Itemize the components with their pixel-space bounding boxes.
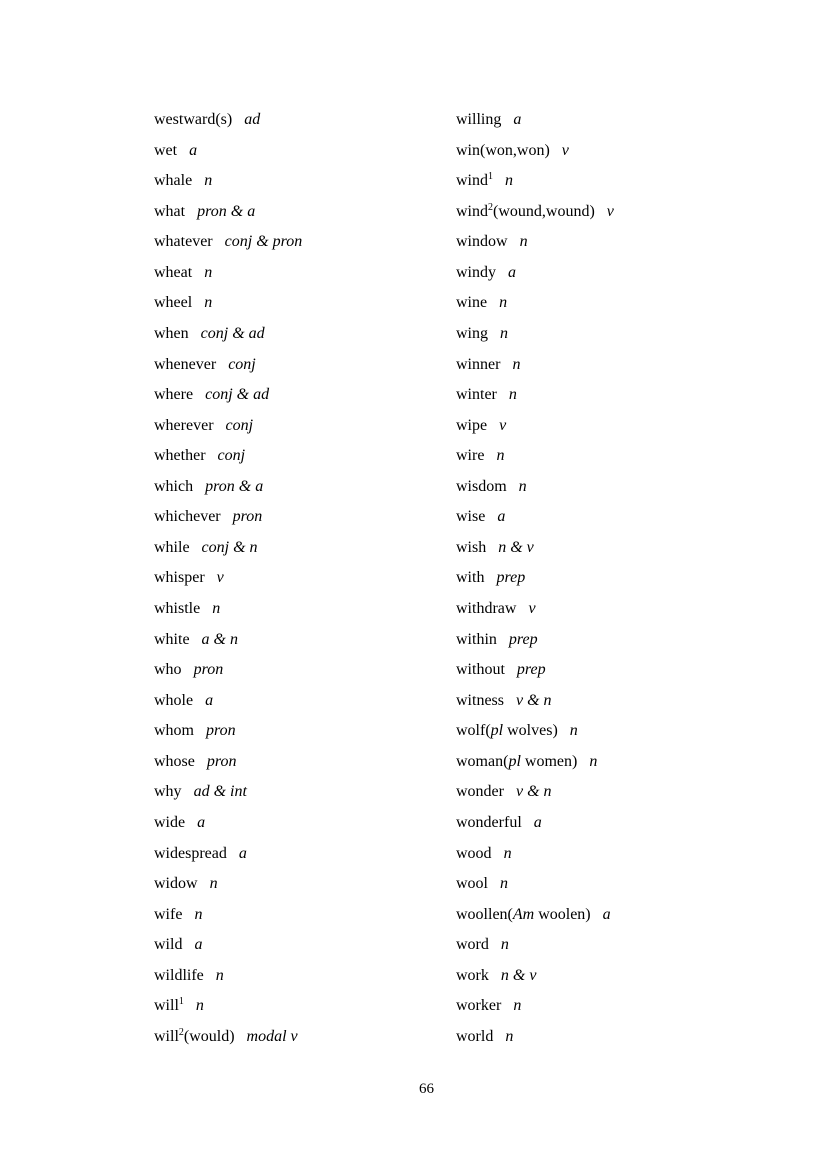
word-entry bbox=[154, 716, 454, 747]
word-entry bbox=[456, 808, 786, 839]
word-text: wet bbox=[154, 141, 178, 159]
word-entry bbox=[456, 930, 786, 961]
entry-part-of-speech: prep bbox=[508, 630, 538, 648]
entry-word bbox=[456, 478, 507, 495]
word-entry bbox=[154, 808, 454, 839]
word-text: wool bbox=[456, 875, 488, 893]
entry-part-of-speech: n bbox=[204, 294, 213, 312]
word-entry bbox=[456, 380, 786, 411]
word-entry bbox=[456, 227, 786, 258]
entry-word bbox=[154, 539, 190, 556]
word-text: world bbox=[456, 1027, 494, 1045]
word-text: window bbox=[456, 233, 508, 251]
word-text: wild bbox=[154, 936, 183, 954]
word-list-column-right bbox=[456, 105, 786, 1052]
entry-word bbox=[154, 264, 192, 281]
entry-word bbox=[456, 356, 500, 373]
entry-word bbox=[456, 875, 488, 892]
word-entry bbox=[456, 197, 786, 228]
word-entry bbox=[154, 930, 454, 961]
entry-part-of-speech: n & v bbox=[500, 966, 537, 984]
entry-part-of-speech: n bbox=[505, 1027, 514, 1045]
word-entry bbox=[456, 533, 786, 564]
word-text: wing bbox=[456, 324, 488, 342]
entry-part-of-speech: n bbox=[500, 324, 508, 342]
entry-word bbox=[456, 1028, 493, 1045]
entry-part-of-speech: pron bbox=[206, 722, 236, 740]
superscript: 2 bbox=[488, 201, 493, 213]
entry-part-of-speech: pron bbox=[232, 508, 263, 526]
word-text: wood bbox=[456, 844, 492, 862]
entry-word bbox=[456, 172, 493, 189]
entry-word bbox=[154, 997, 184, 1014]
entry-word bbox=[154, 692, 193, 709]
entry-part-of-speech: n bbox=[505, 172, 513, 190]
entry-word bbox=[456, 997, 501, 1014]
entry-part-of-speech: a bbox=[205, 691, 214, 709]
entry-word bbox=[154, 783, 182, 800]
word-entry bbox=[154, 472, 454, 503]
word-text: withdraw bbox=[456, 600, 517, 617]
entry-word bbox=[456, 906, 591, 923]
entry-word bbox=[154, 661, 182, 678]
word-entry bbox=[456, 1022, 786, 1053]
word-entry bbox=[456, 961, 786, 992]
word-entry bbox=[154, 350, 454, 381]
word-text: whether bbox=[154, 447, 206, 465]
word-text: whenever bbox=[154, 355, 217, 373]
entry-part-of-speech: a bbox=[194, 936, 203, 954]
word-text: winter bbox=[456, 386, 497, 404]
entry-part-of-speech: n bbox=[589, 752, 598, 770]
word-entry bbox=[456, 594, 786, 625]
word-text: woollen( bbox=[456, 905, 513, 923]
entry-word bbox=[154, 631, 190, 648]
word-text: will bbox=[154, 1027, 179, 1045]
word-text: who bbox=[154, 661, 182, 679]
italic-annotation: Am bbox=[512, 905, 535, 923]
word-entry bbox=[456, 105, 786, 136]
word-text: whole bbox=[154, 691, 194, 709]
word-text: wise bbox=[456, 508, 486, 526]
word-text: within bbox=[456, 630, 497, 648]
entry-word bbox=[154, 1028, 235, 1045]
word-text: what bbox=[154, 202, 186, 220]
entry-word bbox=[154, 111, 232, 128]
word-text: wipe bbox=[456, 416, 488, 434]
word-entry bbox=[154, 533, 454, 564]
word-entry bbox=[456, 502, 786, 533]
word-text: women) bbox=[520, 752, 578, 770]
entry-word bbox=[456, 814, 522, 831]
word-text: with bbox=[456, 569, 485, 587]
entry-part-of-speech: n bbox=[512, 355, 521, 373]
word-entry bbox=[456, 350, 786, 381]
entry-part-of-speech: v bbox=[606, 202, 614, 220]
entry-part-of-speech: n bbox=[503, 844, 512, 862]
entry-part-of-speech: pron bbox=[206, 752, 237, 770]
entry-word bbox=[154, 600, 200, 617]
word-entry bbox=[456, 166, 786, 197]
entry-part-of-speech: prep bbox=[516, 661, 546, 679]
entry-part-of-speech: conj & ad bbox=[205, 386, 270, 404]
word-entry bbox=[154, 166, 454, 197]
entry-part-of-speech: n bbox=[496, 447, 505, 465]
entry-word bbox=[154, 814, 185, 831]
word-text: whistle bbox=[154, 600, 201, 617]
entry-word bbox=[456, 661, 505, 678]
word-text: wolves) bbox=[503, 722, 558, 740]
entry-part-of-speech: v & n bbox=[515, 783, 552, 801]
entry-part-of-speech: pron & a bbox=[197, 202, 256, 220]
word-text: wine bbox=[456, 294, 488, 312]
entry-word bbox=[456, 692, 504, 709]
word-text: whatever bbox=[154, 233, 213, 251]
word-entry bbox=[456, 747, 786, 778]
word-entry bbox=[456, 839, 786, 870]
entry-word bbox=[154, 325, 189, 342]
word-text: wind bbox=[456, 172, 488, 190]
word-entry bbox=[154, 288, 454, 319]
word-text: where bbox=[154, 386, 194, 404]
word-text: winner bbox=[456, 355, 501, 373]
word-text: wife bbox=[154, 905, 183, 923]
superscript: 2 bbox=[178, 1026, 184, 1038]
word-text: windy bbox=[456, 263, 496, 281]
entry-word bbox=[456, 967, 489, 984]
word-text: (wound,wound) bbox=[493, 202, 595, 220]
entry-word bbox=[456, 294, 487, 311]
word-entry bbox=[456, 563, 786, 594]
word-text: whom bbox=[154, 722, 194, 740]
entry-part-of-speech: ad bbox=[244, 111, 261, 128]
word-text: whisper bbox=[154, 569, 205, 587]
word-text: whale bbox=[154, 172, 193, 190]
word-text: wire bbox=[456, 447, 485, 465]
word-text: widespread bbox=[154, 844, 227, 862]
entry-word bbox=[456, 783, 504, 800]
entry-word bbox=[456, 722, 558, 739]
word-entry bbox=[456, 777, 786, 808]
entry-part-of-speech: n & v bbox=[498, 538, 534, 556]
word-entry bbox=[456, 136, 786, 167]
word-entry bbox=[456, 625, 786, 656]
entry-part-of-speech: n bbox=[204, 263, 213, 281]
word-text: wish bbox=[456, 538, 487, 556]
word-entry bbox=[154, 502, 454, 533]
italic-annotation: pl bbox=[490, 722, 504, 740]
word-entry bbox=[456, 288, 786, 319]
entry-word bbox=[456, 325, 488, 342]
word-entry bbox=[154, 777, 454, 808]
word-text: woolen) bbox=[534, 905, 591, 923]
entry-part-of-speech: a & n bbox=[201, 630, 238, 648]
entry-word bbox=[456, 631, 497, 648]
word-text: widow bbox=[154, 875, 198, 893]
entry-word bbox=[154, 447, 206, 464]
word-text: wherever bbox=[154, 416, 214, 434]
entry-part-of-speech: n bbox=[513, 997, 522, 1015]
entry-part-of-speech: a bbox=[238, 844, 247, 862]
word-entry bbox=[456, 655, 786, 686]
word-text: (would) bbox=[183, 1027, 235, 1045]
entry-part-of-speech: n bbox=[215, 966, 224, 984]
entry-part-of-speech: pron & a bbox=[205, 477, 264, 495]
entry-word bbox=[154, 233, 213, 250]
entry-part-of-speech: conj & pron bbox=[224, 233, 303, 251]
word-list-column-left bbox=[154, 105, 454, 1052]
entry-word bbox=[456, 753, 577, 770]
entry-word bbox=[154, 417, 214, 434]
word-entry bbox=[456, 869, 786, 900]
word-entry bbox=[456, 319, 786, 350]
entry-word bbox=[154, 569, 205, 586]
word-entry bbox=[154, 105, 454, 136]
word-entry bbox=[154, 686, 454, 717]
word-text: win(won,won) bbox=[456, 141, 550, 159]
word-entry bbox=[154, 655, 454, 686]
entry-part-of-speech: a bbox=[533, 813, 542, 831]
word-entry bbox=[154, 839, 454, 870]
word-text: white bbox=[154, 630, 190, 648]
entry-word bbox=[456, 845, 492, 862]
word-text: whose bbox=[154, 752, 195, 770]
entry-part-of-speech: v bbox=[499, 416, 507, 434]
word-entry bbox=[154, 441, 454, 472]
entry-word bbox=[154, 906, 182, 923]
entry-word bbox=[154, 203, 185, 220]
entry-word bbox=[154, 386, 193, 403]
entry-part-of-speech: n bbox=[194, 905, 203, 923]
entry-word bbox=[154, 875, 198, 892]
page-number: 66 bbox=[419, 1081, 434, 1097]
word-entry bbox=[456, 258, 786, 289]
word-text: wonderful bbox=[456, 813, 522, 831]
word-text: will bbox=[154, 997, 179, 1015]
word-text: which bbox=[154, 477, 194, 495]
word-entry bbox=[154, 1022, 454, 1053]
entry-word bbox=[456, 264, 496, 281]
entry-part-of-speech: v bbox=[216, 569, 224, 587]
entry-part-of-speech: n bbox=[500, 875, 508, 893]
entry-word bbox=[456, 111, 501, 128]
word-text: woman( bbox=[456, 752, 509, 770]
entry-word bbox=[456, 447, 484, 464]
entry-word bbox=[154, 722, 194, 739]
word-text: westward(s) bbox=[154, 111, 233, 128]
word-text: wolf( bbox=[456, 722, 491, 740]
word-text: work bbox=[456, 966, 489, 984]
word-text: why bbox=[154, 783, 182, 801]
entry-part-of-speech: a bbox=[197, 813, 206, 831]
entry-part-of-speech: a bbox=[508, 263, 516, 281]
entry-part-of-speech: n bbox=[212, 600, 221, 617]
entry-word bbox=[456, 203, 595, 220]
word-entry bbox=[154, 563, 454, 594]
entry-part-of-speech: a bbox=[602, 905, 611, 923]
entry-part-of-speech: n bbox=[569, 722, 578, 740]
entry-word bbox=[154, 478, 193, 495]
word-text: wind bbox=[456, 202, 488, 220]
entry-part-of-speech: conj & n bbox=[201, 538, 258, 556]
word-text: word bbox=[456, 936, 489, 954]
word-entry bbox=[154, 411, 454, 442]
entry-part-of-speech: n bbox=[519, 233, 528, 251]
word-entry bbox=[456, 441, 786, 472]
word-entry bbox=[154, 991, 454, 1022]
word-entry bbox=[154, 900, 454, 931]
word-entry bbox=[154, 258, 454, 289]
entry-word bbox=[154, 172, 192, 189]
entry-word bbox=[456, 417, 487, 434]
entry-part-of-speech: n bbox=[499, 294, 508, 312]
entry-part-of-speech: modal v bbox=[246, 1027, 298, 1045]
word-entry bbox=[154, 197, 454, 228]
superscript: 1 bbox=[178, 996, 184, 1008]
italic-annotation: pl bbox=[508, 752, 521, 770]
word-text: wide bbox=[154, 813, 186, 831]
word-entry bbox=[154, 227, 454, 258]
entry-word bbox=[154, 508, 221, 525]
entry-part-of-speech: v bbox=[561, 141, 569, 159]
word-text: without bbox=[456, 661, 505, 679]
word-text: whichever bbox=[154, 508, 221, 526]
entry-part-of-speech: conj & ad bbox=[200, 324, 265, 342]
entry-part-of-speech: v bbox=[528, 600, 536, 617]
word-text: willing bbox=[456, 111, 502, 128]
entry-part-of-speech: n bbox=[209, 875, 218, 893]
entry-part-of-speech: v & n bbox=[516, 691, 552, 709]
entry-word bbox=[154, 294, 192, 311]
entry-part-of-speech: n bbox=[204, 172, 213, 190]
entry-part-of-speech: n bbox=[195, 997, 204, 1015]
word-entry bbox=[154, 747, 454, 778]
entry-part-of-speech: prep bbox=[496, 569, 526, 587]
word-entry bbox=[154, 961, 454, 992]
entry-word bbox=[154, 356, 216, 373]
word-text: while bbox=[154, 538, 190, 556]
entry-part-of-speech: conj bbox=[217, 447, 246, 465]
word-entry bbox=[154, 380, 454, 411]
word-text: wisdom bbox=[456, 477, 507, 495]
word-text: when bbox=[154, 324, 189, 342]
word-entry bbox=[456, 991, 786, 1022]
entry-word bbox=[154, 142, 177, 159]
word-entry bbox=[154, 625, 454, 656]
entry-part-of-speech: ad & int bbox=[193, 783, 247, 801]
entry-part-of-speech: a bbox=[513, 111, 522, 128]
entry-part-of-speech: n bbox=[518, 477, 527, 495]
entry-word bbox=[456, 936, 489, 953]
entry-word bbox=[154, 845, 227, 862]
word-entry bbox=[456, 686, 786, 717]
entry-word bbox=[456, 600, 516, 617]
superscript: 1 bbox=[488, 171, 493, 183]
entry-part-of-speech: n bbox=[508, 386, 517, 404]
entry-word bbox=[456, 233, 508, 250]
entry-word bbox=[456, 142, 550, 159]
entry-word bbox=[456, 569, 484, 586]
entry-part-of-speech: n bbox=[500, 936, 509, 954]
entry-word bbox=[456, 508, 485, 525]
word-text: worker bbox=[456, 997, 502, 1015]
entry-part-of-speech: pron bbox=[193, 661, 224, 679]
word-text: wildlife bbox=[154, 966, 204, 984]
word-text: wheat bbox=[154, 263, 193, 281]
word-entry bbox=[456, 411, 786, 442]
entry-word bbox=[154, 753, 195, 770]
word-entry bbox=[456, 716, 786, 747]
entry-part-of-speech: conj bbox=[228, 355, 256, 373]
entry-word bbox=[154, 967, 204, 984]
entry-part-of-speech: conj bbox=[225, 416, 254, 434]
entry-part-of-speech: a bbox=[497, 508, 506, 526]
word-entry bbox=[154, 319, 454, 350]
entry-part-of-speech: a bbox=[189, 141, 198, 159]
word-text: wonder bbox=[456, 783, 504, 801]
word-text: witness bbox=[456, 691, 504, 709]
word-entry bbox=[154, 136, 454, 167]
word-entry bbox=[154, 869, 454, 900]
entry-word bbox=[456, 539, 486, 556]
entry-word bbox=[154, 936, 182, 953]
word-text: wheel bbox=[154, 294, 193, 312]
word-entry bbox=[154, 594, 454, 625]
entry-word bbox=[456, 386, 497, 403]
word-entry bbox=[456, 472, 786, 503]
word-entry bbox=[456, 900, 786, 931]
